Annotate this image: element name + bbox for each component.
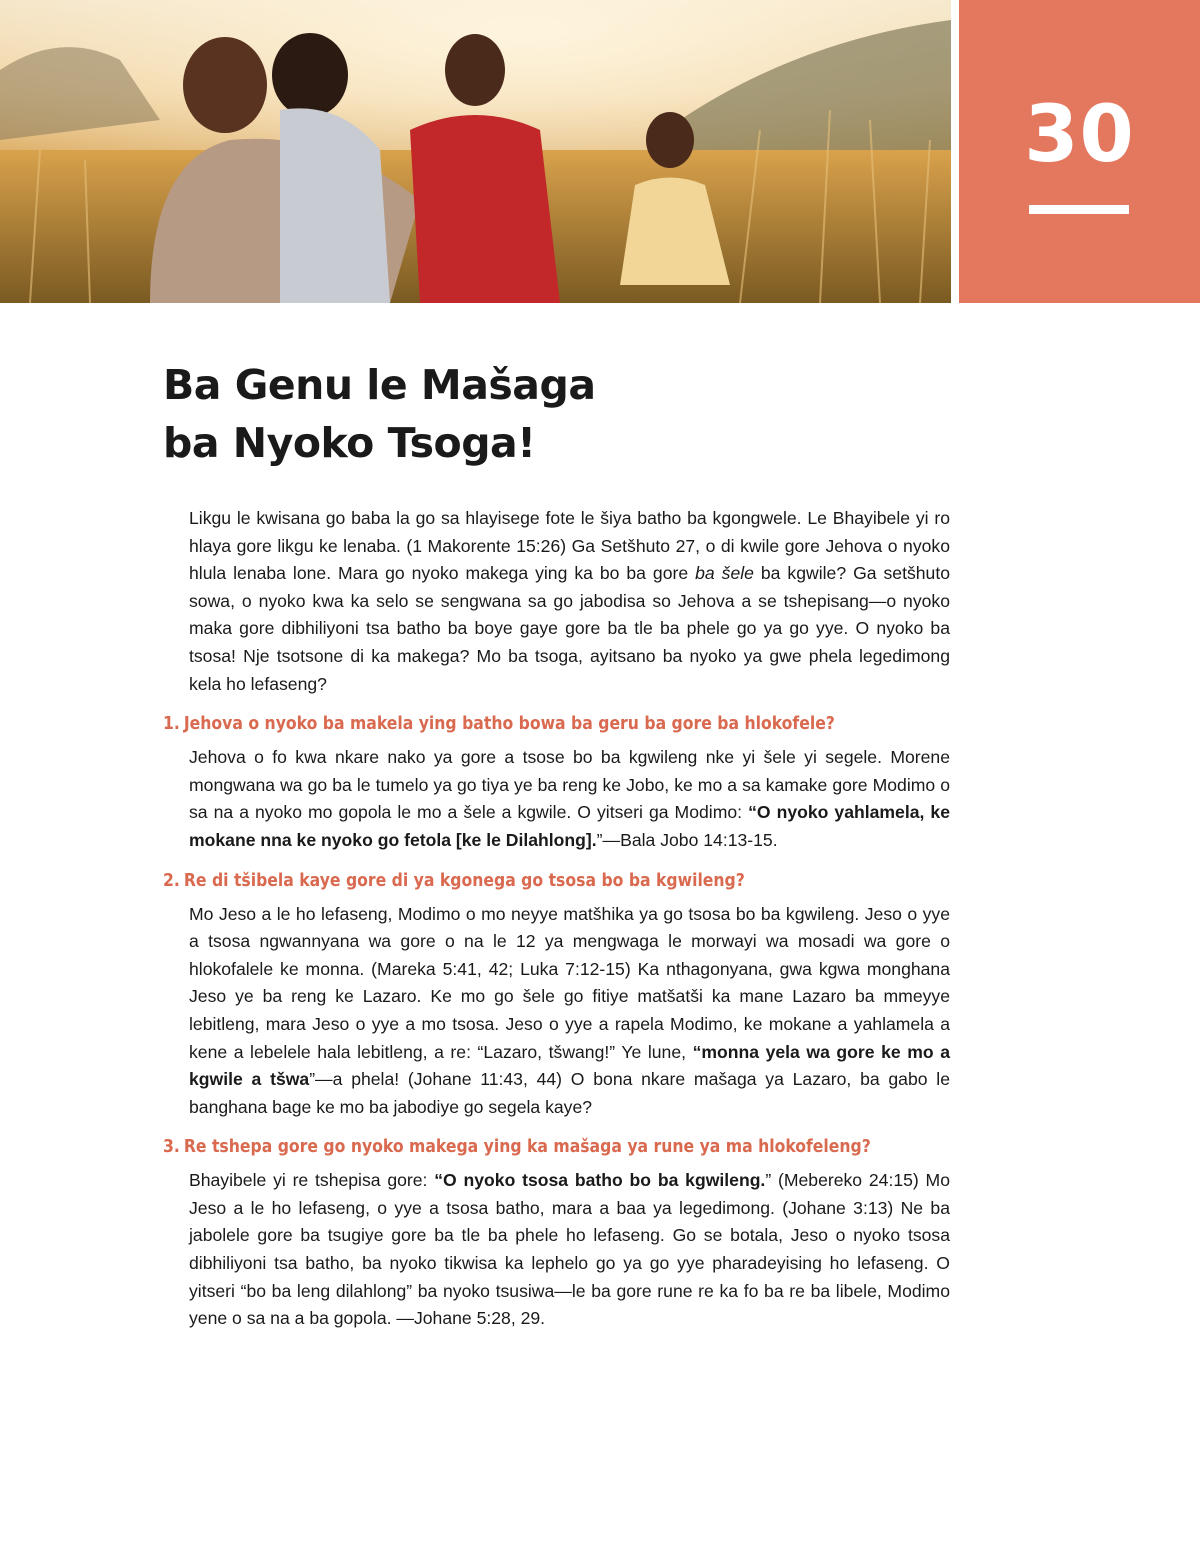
scripture-quote: “monna yela wa gore ke mo a kgwile a tšwa [189,1041,950,1090]
badge-underline [1029,205,1129,214]
answer-3 [189,1167,950,1333]
question-text: Jehova o nyoko ba makela ying batho bowa ba geru ba gore ba hlokofele? [183,714,835,735]
intro-paragraph [189,505,950,698]
lesson-number-badge [959,0,1200,303]
question-number: 2. [163,870,180,891]
question-number: 3. [163,1137,180,1158]
question-2 [163,868,950,894]
answer-2 [189,901,950,1122]
family-photo-illustration [0,0,951,303]
intro-text-1: Likgu le kwisana go baba la go sa hlayisege fote le šiya batho ba kgongwele. Le Bhayibele yi ro hlaya gore likgu ke lenaba. (1 Makorente 15:26) Ga Setšhuto 27, o di kwile gore Jehova o nyoko hlula lenaba lone. Mara go nyoko makega ying ka bo ba gore [189,508,950,584]
answer-text: Bhayibele yi re tshepisa gore: [189,1170,435,1191]
lesson-number: 30 [1024,90,1135,180]
answer-text-end: ” (Mebereko 24:15) Mo Jeso a le ho lefaseng, o yye a tsosa batho, mara a baa ya legedimong. (Johane 3:13) Ne ba jabolele gore ba tsugiye gore ba tle ba phele ho lefaseng. Go se botala, Jeso o nyoko tsosa dibhiliyoni tsa batho, ba nyoko tikwisa ka lephelo go ya go yye pharadeyising ho lefaseng. O yitseri “bo ba leng dilahlong” ba nyoko tsusiwa—le ba gore rune re ka fo ba re ba libele, Modimo yene o sa na a ba gopola. —Johane 5:28, 29. [189,1170,950,1329]
answer-1 [189,744,950,854]
question-3 [163,1134,950,1160]
intro-emphasis: ba šele [695,563,754,584]
page-title [163,356,923,472]
answer-text: Mo Jeso a le ho lefaseng, Modimo o mo neyye matšhika ya go tsosa bo ba kgwileng. Jeso o yye a tsosa ngwannyana wa gore o na le 12 ya mengwaga le morwayi wa mosadi wa gore o hlokofalele ke monna. (Mareka 5:41, 42; Luka 7:12-15) Ka nthagonyana, gwa kgwa monghana Jeso ye ba reng ke Lazaro. Ke mo go šele go fitiye matšatši ka mane Lazaro ba mmeyye lebitleng, mara Jeso o yye a mo tsosa. Jeso o yye a rapela Modimo, ke mokane a yahlamela a kene a lebelele hala lebitleng, a re: “Lazaro, tšwang!” Ye lune, [189,903,950,1062]
question-1 [163,711,950,737]
intro-text-2: ba kgwile? Ga setšhuto sowa, o nyoko kwa ka selo se sengwana sa go jabodisa so Jehova a se tshepisang—o nyoko maka gore dibhiliyoni tsa batho ba boye gaye gore ba tle ba phele go ya go yye. O nyoko ba tsosa! Nje tsotsone di ka makega? Mo ba tsoga, ayitsano ba nyoko ya gwe phela legedimong kela ho lefaseng? [189,563,951,694]
scripture-quote: “O nyoko yahlamela, ke mokane nna ke nyoko go fetola [ke le Dilahlong]. [189,802,950,850]
scripture-reference: ”—Bala Jobo 14:13-15. [596,829,778,850]
question-text: Re tshepa gore go nyoko makega ying ka mašaga ya rune ya ma hlokofeleng? [183,1137,871,1158]
question-text: Re di tšibela kaye gore di ya kgonega go tsosa bo ba kgwileng? [183,870,745,891]
title-line-1: Ba Genu le Mašaga [163,361,596,409]
answer-text-end: ”—a phela! (Johane 11:43, 44) O bona nkare mašaga ya Lazaro, ba gabo le banghana bage ke mo ba jabodiye go segela kaye? [189,1069,950,1117]
answer-text: Jehova o fo kwa nkare nako ya gore a tsose bo ba kgwileng nke yi šele yi segele. Morene mongwana wa go ba le tumelo ya go tiya ye ba reng ke Jobo, ke mo a sa kamake gore Modimo o sa na a nyoko mo gopola le mo a šele a kgwile. O yitseri ga Modimo: [189,747,950,823]
hero-photo [0,0,951,303]
title-line-2: ba Nyoko Tsoga! [163,419,536,467]
question-number: 1. [163,714,180,735]
lesson-body [163,505,950,1333]
scripture-quote: “O nyoko tsosa batho bo ba kgwileng. [434,1170,766,1191]
